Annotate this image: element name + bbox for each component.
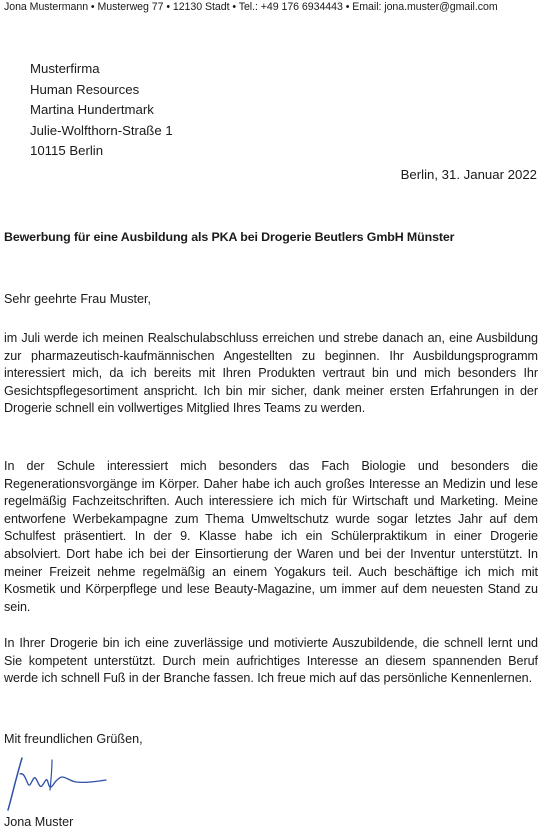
recipient-street: Julie-Wolfthorn-Straße 1 <box>30 122 173 138</box>
body-paragraph-2: In der Schule interessiert mich besonders das Fach Biologie und besonders die Regenerationsvorgänge im Körper. Daher habe ich auch großes Interesse an Medizin und lese regelmäßig Fachzeitschriften. Auch interessiere ich mich für Wirtschaft und Marketing. Meine entworfene Werbekampagne zum Thema Umweltschutz wurde sogar letztes Jahr auf dem Schulfest präsentiert. In der 9. Klasse habe ich ein Schülerpraktikum in einer Drogerie absolviert. Dort habe ich bei der Einsortierung der Waren und bei der Inventur unterstützt. In meiner Freizeit nehme regelmäßig an einem Yogakurs teil. Auch beschäftige ich mich mit Kosmetik und Körperpflege und lese Beauty-Magazine, um immer auf dem neuesten Stand zu sein. <box>4 459 538 614</box>
body-paragraph-1: im Juli werde ich meinen Realschulabschluss erreichen und strebe danach an, eine Ausbildung zur pharmazeutisch-kaufmännischen Angestellten zu beginnen. Ihr Ausbildungsprogramm interessiert mich, da ich bereits mit Ihren Produkten vertraut bin und mich besonders Ihr Gesichtspflegesortiment anspricht. Ich bin mir sicher, dank meiner ersten Erfahrungen in der Drogerie schnell ein vollwertiges Mitglied Ihres Teams zu werden. <box>4 331 538 416</box>
recipient-company: Musterfirma <box>30 61 100 76</box>
signature-icon <box>2 752 112 814</box>
salutation: Sehr geehrte Frau Muster, <box>4 292 151 306</box>
sender-address-line: Jona Mustermann • Musterweg 77 • 12130 Stadt • Tel.: +49 176 6934443 • Email: jona.muster@gmail.com <box>4 1 498 13</box>
recipient-department: Human Resources <box>30 81 140 97</box>
closing-phrase: Mit freundlichen Grüßen, <box>4 732 143 746</box>
letter-subject: Bewerbung für eine Ausbildung als PKA bei Drogerie Beutlers GmbH Münster <box>4 230 455 244</box>
recipient-city: 10115 Berlin <box>30 143 104 159</box>
letter-date: Berlin, 31. Januar 2022 <box>400 167 537 182</box>
recipient-contact: Martina Hundertmark <box>30 102 154 118</box>
recipient-address-block <box>30 59 173 162</box>
signer-name: Jona Muster <box>4 815 74 829</box>
body-paragraph-3: In Ihrer Drogerie bin ich eine zuverlässige und motivierte Auszubildende, die schnell lernt und Sie kompetent unterstützt. Durch mein aufrichtiges Interesse an diesem spannenden Beruf werde ich schnell Fuß in der Branche fassen. Ich freue mich auf das persönliche Kennenlernen. <box>4 636 538 686</box>
